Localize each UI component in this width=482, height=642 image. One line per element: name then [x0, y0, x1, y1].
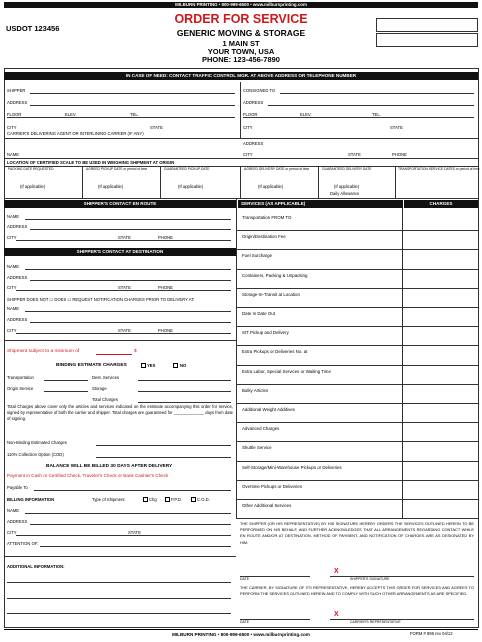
service-charge-field[interactable]: [404, 346, 476, 363]
shipper-floor-label: FLOOR: [7, 112, 22, 117]
scale-location: LOCATION OF CERTIFIED SCALE TO BE USED IN WEIGHING SHIPMENT AT ORIGIN: [7, 160, 175, 165]
notify-address-label: ADDRESS: [7, 317, 28, 322]
charge-origin-service: Origin Service: [7, 386, 34, 391]
minimum-line: Shipment subject to a minimum of: [7, 349, 80, 354]
daily-allowance: Daily Allowance: [330, 191, 360, 196]
service-charge-field[interactable]: [404, 442, 476, 459]
charge-dest-services: Dest. Services: [92, 375, 119, 380]
form-number: FORM # 898 rev 04/12: [410, 631, 453, 636]
agent-state-label: STATE: [348, 152, 361, 157]
billing-state-label: STATE: [128, 530, 141, 535]
dest-phone-label: PHONE: [158, 285, 173, 290]
payment-line: Payment in Cash or Certified Check, Traveler's Check or Bank Cashier's Check: [7, 473, 169, 478]
service-item: Date In Date Out: [242, 311, 275, 316]
service-charge-field[interactable]: [404, 270, 476, 287]
date-col-4: AGREED DELIVERY DATE or period of time: [244, 167, 310, 171]
consigned-elev-label: ELEV.: [300, 112, 312, 117]
in-case-of-need-bar: IN CASE OF NEED: CONTACT TRAFFIC CONTROL MGR. AT ABOVE ADDRESS OR TELEPHONE NUMBER: [4, 72, 478, 80]
shipper-label: SHIPPER: [7, 88, 26, 93]
company-address: 1 MAIN ST: [222, 39, 260, 48]
shipper-tel-label: TEL.: [130, 112, 139, 117]
service-charge-field[interactable]: [404, 308, 476, 325]
dest-city-label: CITY: [7, 285, 17, 290]
agent-phone-label: PHONE: [392, 152, 407, 157]
non-binding-label: Non-Binding Estimated Charges: [7, 440, 67, 445]
binding-no: NO: [180, 363, 187, 368]
company-city: YOUR TOWN, USA: [207, 47, 275, 56]
attention-label: ATTENTION OF:: [7, 541, 39, 546]
date-col-1: PACKING DATE REQUESTED: [8, 167, 54, 171]
notify-state-label: STATE: [118, 328, 131, 333]
shipper-statement: THE SHIPPER (OR HIS REPRESENTATIVE) BY HIS SIGNATURE HEREBY ORDERS THE SERVICES OUTLINED HEREIN TO BE PERFORMED ON HIS BEHALF, AND FURTHER ACKNOWLEDGES THAT ALL ARRANGEMENTS REGARDING CONTACT WHILE EN ROUTE AND/OR AT DESTINATION, METHOD OF PAYMENT, AND NOTIFICATION OF CHARGES ARE AS DESIGNATED BY HIM.: [240, 521, 474, 545]
service-item: Advanced Charges: [242, 426, 280, 432]
order-number-box-2[interactable]: [376, 33, 478, 47]
service-item: Extra Pickups or Deliveries No. at: [242, 349, 308, 355]
binding-yes: YES: [147, 363, 156, 368]
services-header: SERVICES (AS APPLICABLE): [238, 200, 403, 208]
shipper-elev-label: ELEV.: [65, 112, 77, 117]
chg-checkbox[interactable]: [143, 497, 148, 502]
charge-total: Total Charges: [92, 397, 118, 402]
contact-destination-header: SHIPPER'S CONTACT AT DESTINATION: [4, 248, 236, 256]
shipper-date-label: DATE: [240, 577, 250, 581]
consigned-city-label: CITY: [243, 125, 253, 130]
service-charge-field[interactable]: [404, 289, 476, 306]
service-charge-field[interactable]: [404, 231, 476, 248]
enroute-name-label: NAME: [7, 214, 20, 219]
agent-label: CARRIER'S DELIVERING AGENT OR INTERLINING CARRIER (IF ANY): [7, 131, 144, 136]
billing-info-label: BILLING INFORMATION: [7, 497, 55, 502]
type-of-shipment-label: Type of Shipment: [92, 497, 125, 502]
top-bar: MILBURN PRINTING • 800-999-6500 • www.milburnprinting.com: [4, 2, 478, 8]
dest-state-label: STATE: [118, 285, 131, 290]
minimum-dollar: $: [134, 349, 137, 354]
company-phone: PHONE: 123-456-7890: [202, 55, 280, 64]
date-col-2: AGREED PICKUP DATE or period of time: [86, 167, 148, 171]
total-charges-paragraph: Total Charges above cover only the articles and services indicated on the estimate accompanying this order for service, signed by representative of both the carrier and shipper. Total charges are guaranteed for _____________ days from date of signing.: [7, 404, 233, 422]
service-item: Storage-In-Transit at Location: [242, 291, 300, 297]
if-applicable-1: (If applicable): [20, 184, 46, 189]
binding-title: BINDING ESTIMATE CHARGES: [56, 363, 127, 368]
service-item: Extra Labor, Special Services or Waiting Time: [242, 368, 331, 374]
service-charge-field[interactable]: [404, 423, 476, 440]
consigned-floor-label: FLOOR: [243, 112, 258, 117]
billing-address-label: ADDRESS: [7, 519, 28, 524]
consigned-label: CONSIGNED TO: [243, 88, 276, 93]
consigned-tel-label: TEL.: [372, 112, 381, 117]
billing-name-label: NAME: [7, 508, 20, 513]
carrier-date-label: DATE: [240, 620, 250, 624]
collection-option-label: 110% Collection Option (COD): [7, 452, 64, 457]
service-item: Containers, Packing & Unpacking: [242, 272, 308, 278]
shipper-address-label: ADDRESS: [7, 100, 28, 105]
service-charge-field[interactable]: [404, 404, 476, 421]
service-item: Other Additional Services: [242, 503, 292, 508]
additional-info-label: ADDITIONAL INFORMATION:: [7, 564, 65, 569]
enroute-address-label: ADDRESS: [7, 224, 28, 229]
if-applicable-3: (If applicable): [178, 184, 204, 189]
enroute-city-label: CITY: [7, 235, 17, 240]
shipper-sig-x: X: [334, 568, 339, 575]
ppd-checkbox[interactable]: [165, 497, 170, 502]
service-item: SIT Pickup and Delivery: [242, 330, 289, 336]
service-charge-field[interactable]: [404, 366, 476, 383]
date-col-6: TRANSPORTATION SERVICE DATES or period of time: [398, 167, 480, 171]
date-col-5: GUARANTEED DELIVERY DATE: [322, 167, 372, 171]
agent-address-label: ADDRESS: [243, 141, 264, 146]
cod-checkbox[interactable]: [191, 497, 196, 502]
usdot-number: USDOT 123456: [6, 24, 60, 33]
carrier-rep-label: CARRIER'S REPRESENTATIVE: [350, 620, 401, 624]
charges-header: CHARGES: [404, 200, 478, 208]
dest-name-label: NAME: [7, 264, 20, 269]
binding-yes-checkbox[interactable]: [141, 363, 146, 368]
ship-type-cod: C.O.D.: [197, 497, 210, 502]
service-charge-field[interactable]: [404, 250, 476, 267]
agent-name-label: NAME: [7, 152, 20, 157]
notify-name-label: NAME: [7, 306, 20, 311]
if-applicable-4: (If applicable): [258, 184, 284, 189]
service-item: Origin/Destination Fee: [242, 234, 286, 240]
shipper-state-label: STATE: [150, 125, 163, 130]
company-name: GENERIC MOVING & STORAGE: [176, 28, 306, 38]
footer-text: MILBURN PRINTING • 800-999-6500 • www.milburnprinting.com: [172, 632, 310, 637]
service-item: Transportation FROM TO: [242, 215, 292, 220]
ship-type-ppd: P.P.D.: [171, 497, 183, 502]
service-charge-field[interactable]: [404, 385, 476, 402]
charge-storage: Storage: [92, 386, 107, 391]
service-charge-field[interactable]: [404, 500, 476, 517]
notify-city-label: CITY: [7, 328, 17, 333]
service-item: Fuel Surcharge: [242, 253, 273, 259]
consigned-address-label: ADDRESS: [243, 100, 264, 105]
agent-city-label: CITY: [243, 152, 253, 157]
service-charge-field[interactable]: [404, 481, 476, 498]
page-title: ORDER FOR SERVICE: [174, 12, 308, 26]
carrier-statement: THE CARRIER, BY SIGNATURE OF ITS REPRESENTATIVE, HEREBY ACCEPTS THIS ORDER FOR SERVICES AND AGREES TO PERFORM THE SERVICES OUTLINED HEREIN AND TO COMPLY WITH SUCH OTHER ARRANGEMENTS AS ARE SPECIFIED.: [240, 585, 474, 597]
shipper-city-label: CITY: [7, 125, 17, 130]
if-applicable-5: (If applicable): [334, 184, 360, 189]
binding-no-checkbox[interactable]: [173, 363, 178, 368]
service-charge-field[interactable]: [404, 462, 476, 479]
balance-line: BALANCE WILL BE BILLED 30 DAYS AFTER DELIVERY: [46, 464, 173, 469]
enroute-phone-label: PHONE: [158, 235, 173, 240]
service-charge-field[interactable]: [404, 212, 476, 229]
carrier-sig-x: X: [334, 611, 339, 618]
service-item: Additional Weight Additives: [242, 407, 295, 412]
contact-enroute-header: SHIPPER'S CONTACT EN ROUTE: [4, 200, 236, 208]
shipper-signature-label: SHIPPER'S SIGNATURE: [350, 577, 390, 581]
footer-bar: [4, 629, 478, 639]
service-item: Shuttle Service: [242, 445, 272, 451]
notification-line: SHIPPER DOES NOT ☐ DOES ☐ REQUEST NOTIFICATION CHARGES PRIOR TO DELIVERY AT:: [7, 297, 195, 302]
enroute-state-label: STATE: [118, 235, 131, 240]
charge-transportation: Transportation: [7, 375, 34, 380]
service-charge-field[interactable]: [404, 327, 476, 344]
service-item: Overtime Pickups or Deliveries: [242, 483, 303, 489]
billing-city-label: CITY: [7, 530, 17, 535]
dest-address-label: ADDRESS: [7, 275, 28, 280]
ship-type-chg: Chg: [149, 497, 157, 502]
if-applicable-2: (If applicable): [98, 184, 124, 189]
payable-to-label: Payable To: [7, 485, 28, 490]
service-item: Self-Storage/Mini-Warehouse Pickups or Deliveries: [242, 464, 342, 470]
order-number-box[interactable]: [376, 18, 478, 32]
consigned-state-label: STATE: [390, 125, 403, 130]
notify-phone-label: PHONE: [158, 328, 173, 333]
service-item: Bulky Articles: [242, 387, 269, 393]
date-col-3: GUARANTEED PICKUP DATE: [164, 167, 210, 171]
